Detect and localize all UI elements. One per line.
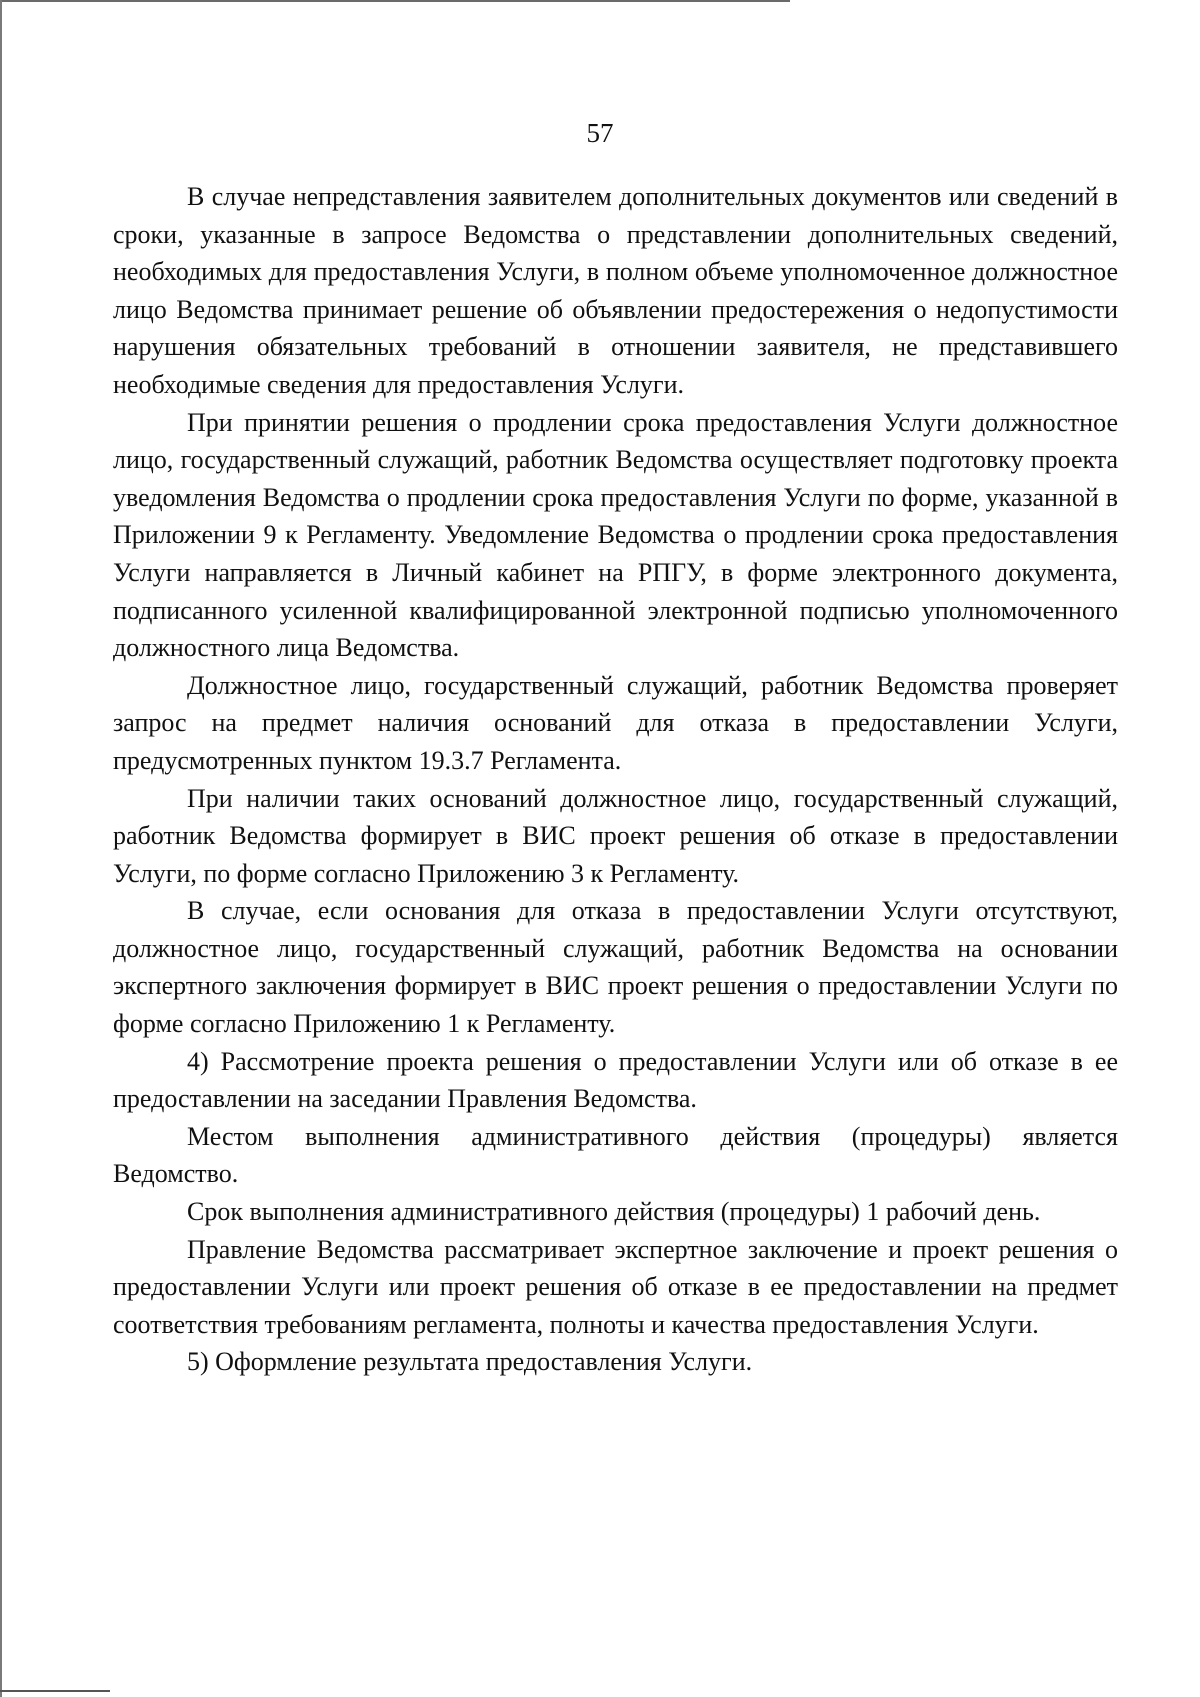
paragraph-board-review: Правление Ведомства рассматривает экспертное заключение и проект решения о предоставлении Услуги или проект решения об отказе в ее предоставлении на предмет соответствия требованиям регламента, полноты и качества предоставления Услуги. [113,1234,1118,1339]
paragraph-refusal-draft: При наличии таких оснований должностное лицо, государственный служащий, работник Ведомства формирует в ВИС проект решения об отказе в предоставлении Услуги, по форме согласно Приложению 3 к Регламенту. [113,783,1118,888]
scan-edge-top [0,0,790,2]
paragraph-action-term: Срок выполнения административного действия (процедуры) 1 рабочий день. [187,1197,1041,1227]
document-body [113,178,1118,1381]
scan-edge-bottom [0,1690,110,1692]
page-number: 57 [586,118,614,148]
paragraph-step-4-heading: 4) Рассмотрение проекта решения о предоставлении Услуги или об отказе в ее предоставлении на заседании Правления Ведомства. [113,1046,1118,1114]
paragraph-refusal-check: Должностное лицо, государственный служащий, работник Ведомства проверяет запрос на предмет наличия оснований для отказа в предоставлении Услуги, предусмотренных пунктом 19.3.7 Регламента. [113,670,1118,775]
scan-edge-left [0,0,2,1697]
paragraph-step-5-heading: 5) Оформление результата предоставления Услуги. [187,1347,753,1377]
paragraph-term-extension: При принятии решения о продлении срока предоставления Услуги должностное лицо, государственный служащий, работник Ведомства осуществляет подготовку проекта уведомления Ведомства о продлении срока предоставления Услуги по форме, указанной в Приложении 9 к Регламенту. Уведомление Ведомства о продлении срока предоставления Услуги направляется в Личный кабинет на РПГУ, в форме электронного документа, подписанного усиленной квалифицированной электронной подписью уполномоченного должностного лица Ведомства. [113,407,1118,663]
paragraph-place-of-action: Местом выполнения административного действия (процедуры) является Ведомство. [113,1121,1118,1189]
paragraph-grant-draft: В случае, если основания для отказа в предоставлении Услуги отсутствуют, должностное лицо, государственный служащий, работник Ведомства на основании экспертного заключения формирует в ВИС проект решения о предоставлении Услуги по форме согласно Приложению 1 к Регламенту. [113,896,1118,1039]
paragraph-non-submission: В случае непредставления заявителем дополнительных документов или сведений в сроки, указанные в запросе Ведомства о представлении дополнительных сведений, необходимых для предоставления Услуги, в полном объеме уполномоченное должностное лицо Ведомства принимает решение об объявлении предостережения о недопустимости нарушения обязательных требований в отношении заявителя, не представившего необходимые сведения для предоставления Услуги. [113,182,1118,399]
